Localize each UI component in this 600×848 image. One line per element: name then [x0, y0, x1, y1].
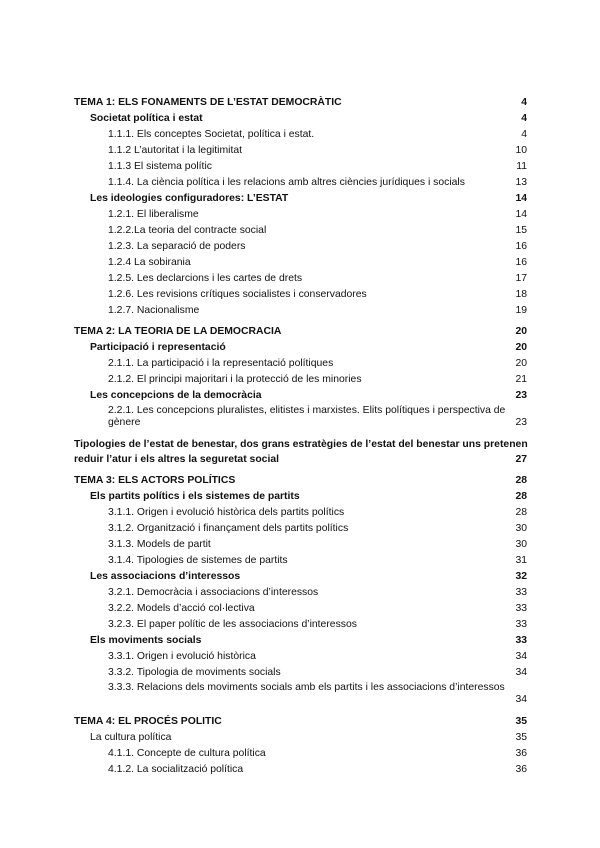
toc-entry-page: 34 [515, 667, 527, 678]
toc-entry-title: 3.1.4. Tipologies de sistemes de partits [108, 555, 288, 566]
toc-entry-title: 1.1.4. La ciència política i les relacions amb altres ciències jurídiques i socials [108, 177, 465, 188]
toc-entry-page: 15 [515, 225, 527, 236]
toc-entry-title: 1.2.7. Nacionalisme [108, 305, 200, 316]
toc-entry-title: La cultura política [90, 732, 172, 743]
toc-entry-page: 4 [521, 97, 527, 108]
toc-entry-title: 3.2.1. Democràcia i associacions d’interessos [108, 587, 319, 598]
toc-entry-title: TEMA 2: LA TEORIA DE LA DEMOCRACIA [74, 326, 282, 337]
toc-entry-page: 23 [515, 390, 527, 401]
toc-entry-page: 36 [515, 748, 527, 759]
toc-entry-title: Les concepcions de la democràcia [90, 390, 262, 401]
toc-entry-title: 1.2.2.La teoria del contracte social [108, 225, 267, 236]
toc-entry-title: 4.1.2. La socialització política [108, 764, 244, 775]
toc-entry-title: Les ideologies configuradores: L’ESTAT [90, 193, 289, 204]
toc-entry-title: 3.3.3. Relacions dels moviments socials amb els partits i les associacions d’interessos [108, 682, 505, 693]
toc-entry-page: 19 [515, 305, 527, 316]
toc-entry-title: 3.3.1. Origen i evolució històrica [108, 651, 256, 662]
toc-entry-page: 30 [515, 523, 527, 534]
toc-entry-page: 16 [515, 241, 527, 252]
toc-entry-page: 32 [515, 571, 527, 582]
toc-entry-title: Les associacions d’interessos [90, 571, 241, 582]
toc-entry-title: 2.2.1. Les concepcions pluralistes, elitistes i marxistes. Elits polítiques i perspectiva de gènere [108, 405, 506, 428]
toc-entry-page: 28 [515, 491, 527, 502]
toc-entry-title: Participació i representació [90, 342, 226, 353]
toc-entry-page: 35 [515, 732, 527, 743]
toc-entry-title: 3.3.2. Tipologia de moviments socials [108, 667, 281, 678]
toc-entry-title: 3.2.2. Models d’acció col·lectiva [108, 603, 255, 614]
toc-entry-title: 2.1.2. El principi majoritari i la protecció de les minories [108, 374, 362, 385]
toc-entry-page: 4 [521, 113, 527, 124]
toc-entry-title: 4.1.1. Concepte de cultura política [108, 748, 266, 759]
toc-entry-title: Societat política i estat [90, 113, 203, 124]
toc-entry-page: 34 [515, 651, 527, 662]
toc-entry-title: 1.1.1. Els conceptes Societat, política i estat. [108, 129, 315, 140]
toc-entry-title: Els moviments socials [90, 635, 202, 646]
toc-entry-page: 23 [515, 417, 527, 428]
toc-entry-title: Els partits polítics i els sistemes de partits [90, 491, 300, 502]
toc-entry-title: 3.1.2. Organització i finançament dels partits polítics [108, 523, 349, 534]
toc-entry-title: 3.2.3. El paper polític de les associacions d’interessos [108, 619, 357, 630]
toc-entry-page: 34 [515, 694, 527, 705]
toc-entry-page: 33 [515, 619, 527, 630]
toc-entry-title: 1.2.6. Les revisions crítiques socialistes i conservadores [108, 289, 367, 300]
toc-entry-page: 11 [516, 161, 527, 172]
toc-entry-page: 28 [515, 475, 527, 486]
toc-entry-title: TEMA 3: ELS ACTORS POLÍTICS [74, 475, 236, 486]
toc-entry-page: 20 [515, 342, 527, 353]
toc-entry-page: 16 [515, 257, 527, 268]
toc-entry-page: 14 [515, 209, 527, 220]
toc-entry-page: 20 [515, 358, 527, 369]
toc-entry-title: 1.2.1. El liberalisme [108, 209, 199, 220]
toc-entry-page: 14 [515, 193, 527, 204]
toc-entry-title: 3.1.1. Origen i evolució històrica dels partits polítics [108, 507, 345, 518]
toc-entry-page: 21 [515, 374, 527, 385]
toc-entry-page: 35 [515, 716, 527, 727]
toc-entry-page: 33 [515, 603, 527, 614]
toc-entry-page: 20 [515, 326, 527, 337]
toc-entry-page: 30 [515, 539, 527, 550]
toc-entry-page: 4 [521, 129, 527, 140]
toc-entry-title: 1.1.2 L’autoritat i la legitimitat [108, 145, 242, 156]
toc-entry-page: 31 [515, 555, 527, 566]
toc-entry-title: 1.2.5. Les declarcions i les cartes de drets [108, 273, 303, 284]
toc-entry-page: 18 [515, 289, 527, 300]
toc-entry-page: 33 [515, 587, 527, 598]
toc-entry-title: Tipologies de l’estat de benestar, dos grans estratègies de l’estat del benestar uns pretenen reduir l’atur i els altres la seguretat social [74, 439, 528, 465]
toc-entry-page: 17 [515, 273, 527, 284]
toc-entry-title: 3.1.3. Models de partit [108, 539, 211, 550]
toc-entry-title: 1.2.3. La separació de poders [108, 241, 246, 252]
toc-entry-page: 10 [515, 145, 527, 156]
toc-entry-page: 36 [515, 764, 527, 775]
toc-entry-page: 33 [515, 635, 527, 646]
toc-entry-title: 2.1.1. La participació i la representació polítiques [108, 358, 334, 369]
toc-entry-page: 13 [515, 177, 527, 188]
toc-entry-title: TEMA 4: EL PROCÉS POLITIC [74, 716, 222, 727]
toc-entry-title: 1.2.4 La sobirania [108, 257, 191, 268]
toc-entry-page: 28 [515, 507, 527, 518]
toc-entry-title: 1.1.3 El sistema polític [108, 161, 212, 172]
toc-entry-page: 27 [515, 454, 527, 465]
toc-entry-title: TEMA 1: ELS FONAMENTS DE L’ESTAT DEMOCRÀTIC [74, 97, 342, 108]
